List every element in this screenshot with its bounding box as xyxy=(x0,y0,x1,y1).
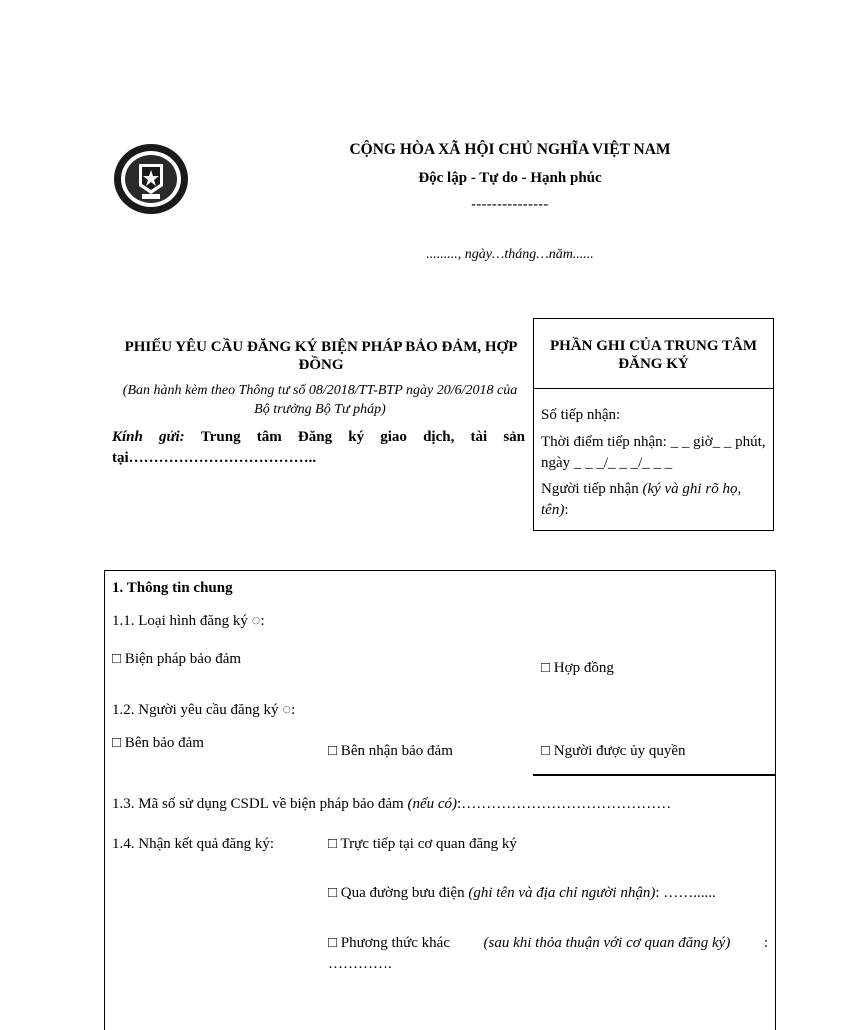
q1-2-label: 1.2. Người yêu cầu đăng ký ◌: xyxy=(112,702,296,718)
other-method-prefix: □ Phương thức khác xyxy=(328,935,450,951)
date-line: ........., ngày…tháng…năm...... xyxy=(426,247,594,262)
option-by-post[interactable] xyxy=(328,885,716,902)
receiver-colon: : xyxy=(564,502,569,518)
by-post-suffix: : ……...... xyxy=(655,885,716,901)
q1-4-label: 1.4. Nhận kết quả đăng ký: xyxy=(112,836,275,852)
option-authorized-person[interactable]: □ Người được ủy quyền xyxy=(541,743,686,759)
by-post-note: (ghi tên và địa chỉ người nhận) xyxy=(468,885,656,901)
national-title: CỘNG HÒA XÃ HỘI CHỦ NGHĨA VIỆT NAM xyxy=(349,141,671,158)
form-subtitle: (Ban hành kèm theo Thông tư số 08/2018/TT-BTP ngày 20/6/2018 của Bộ trưởng Bộ Tư pháp) xyxy=(122,383,518,417)
header-divider: --------------- xyxy=(471,197,549,212)
other-method-dots: …………. xyxy=(328,956,392,972)
q1-3-line xyxy=(112,796,671,813)
option-pledgor[interactable]: □ Bên bảo đảm xyxy=(112,735,204,751)
form-title: PHIẾU YÊU CẦU ĐĂNG KÝ BIỆN PHÁP BẢO ĐẢM, HỢP ĐỒNG xyxy=(124,339,518,373)
section-divider xyxy=(533,774,776,776)
section1-heading: 1. Thông tin chung xyxy=(112,580,233,596)
option-other-method[interactable] xyxy=(328,935,768,952)
recipient-line xyxy=(112,427,525,469)
option-security-measure[interactable]: □ Biện pháp bảo đảm xyxy=(112,651,242,667)
receiver-label: Người tiếp nhận xyxy=(541,481,639,497)
ministry-seal xyxy=(112,142,190,216)
by-post-prefix: □ Qua đường bưu điện xyxy=(328,885,469,901)
q1-1-label: 1.1. Loại hình đăng ký ◌: xyxy=(112,613,265,629)
q1-3-prefix: 1.3. Mã số sử dụng CSDL về biện pháp bảo đảm xyxy=(112,796,408,812)
q1-3-note: (nếu có) xyxy=(407,796,458,812)
receipt-time: Thời điểm tiếp nhận: _ _ giờ_ _ phút, ngày _ _ _/_ _ _/_ _ _ xyxy=(541,434,766,471)
receipt-number: Số tiếp nhận: xyxy=(541,407,621,423)
option-contract[interactable]: □ Hợp đồng xyxy=(541,660,614,676)
recipient-label: Kính gửi: xyxy=(112,429,185,445)
registry-box-title: PHẦN GHI CỦA TRUNG TÂM ĐĂNG KÝ xyxy=(534,319,773,389)
option-pledgee[interactable]: □ Bên nhận bảo đảm xyxy=(328,743,453,759)
q1-3-suffix: :…………………………………… xyxy=(457,796,672,812)
other-method-suffix: : xyxy=(763,935,768,951)
registry-box xyxy=(533,318,774,531)
national-motto: Độc lập - Tự do - Hạnh phúc xyxy=(418,170,602,186)
receiver-line xyxy=(541,479,767,521)
receiver-note: (ký và ghi rõ họ, tên) xyxy=(541,481,742,518)
recipient-text: Trung tâm Đăng ký giao dịch, tài sản tại……………………………….. xyxy=(112,429,525,466)
other-method-note: (sau khi thỏa thuận với cơ quan đăng ký) xyxy=(483,935,731,951)
option-direct-pickup[interactable]: □ Trực tiếp tại cơ quan đăng ký xyxy=(328,836,517,852)
